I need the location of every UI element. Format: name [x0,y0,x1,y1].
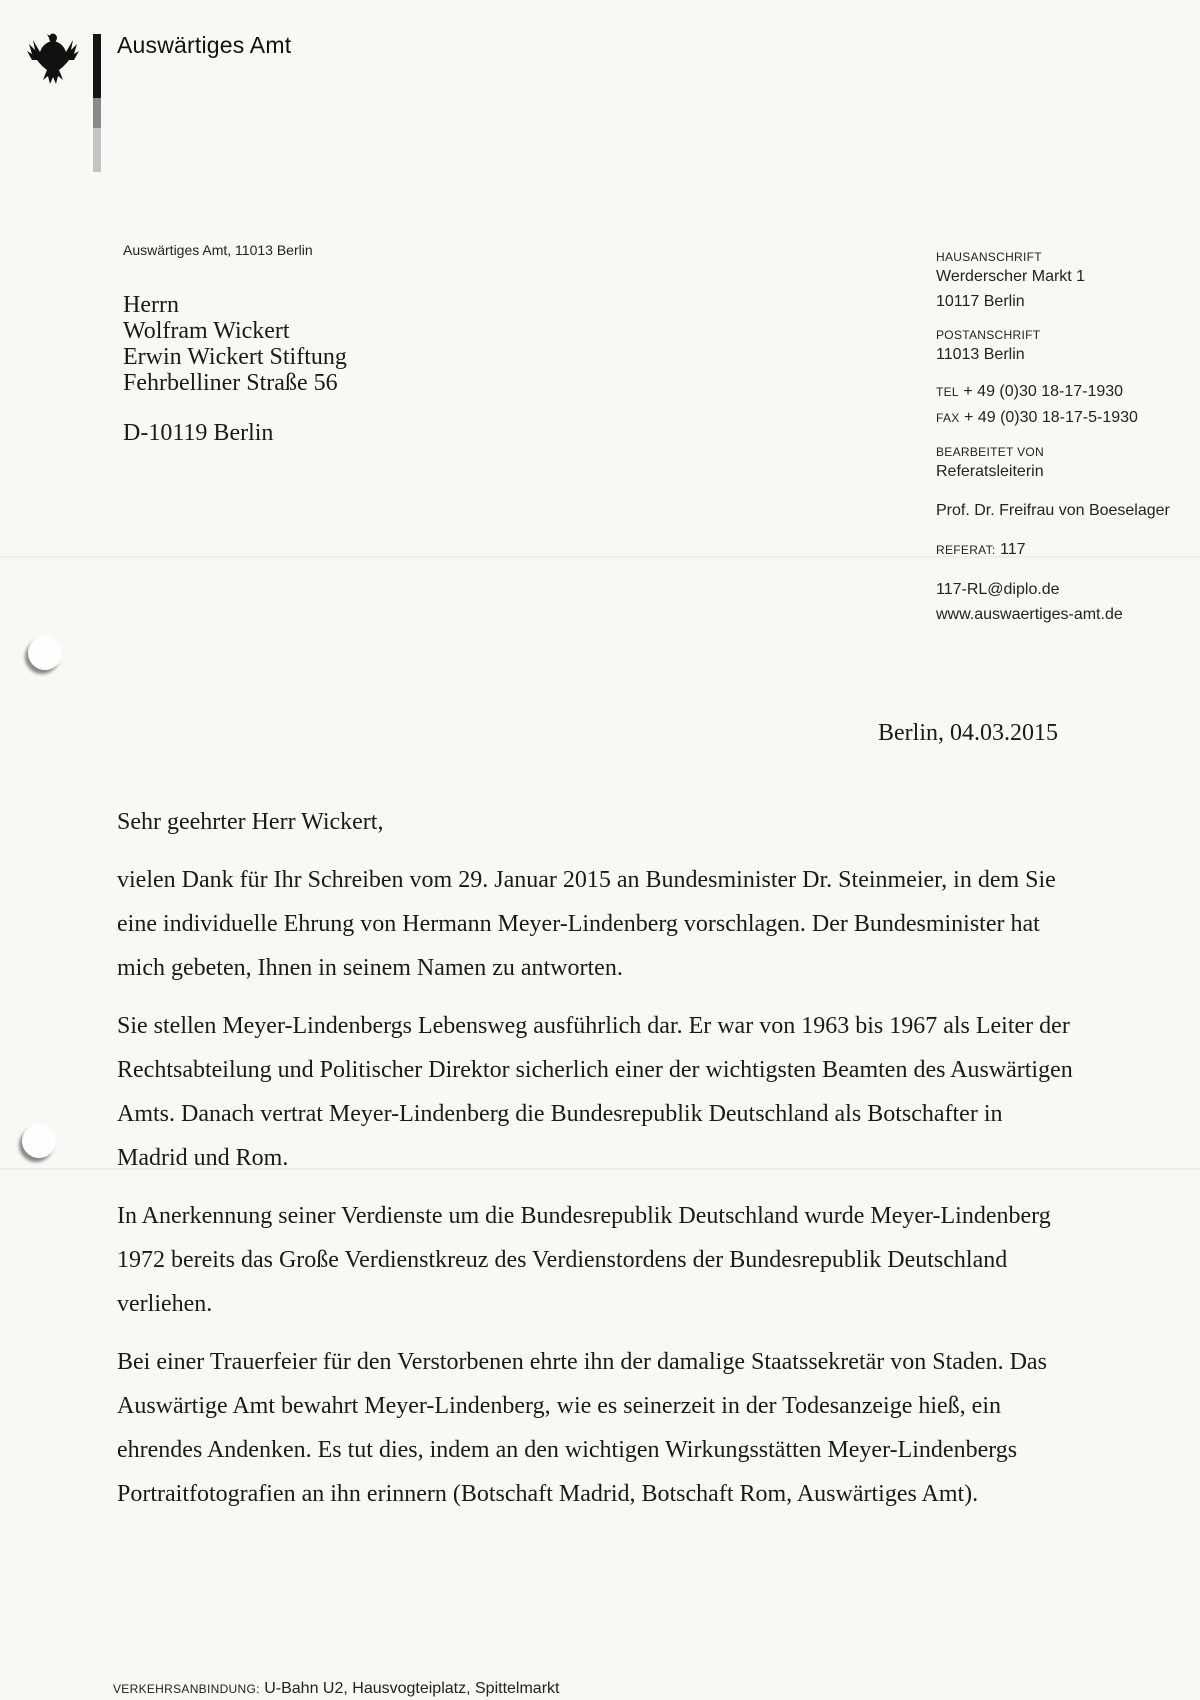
punch-hole [22,1124,56,1158]
website-link[interactable]: www.auswaertiges-amt.de [936,606,1123,623]
recipient-line: Wolfram Wickert [123,318,290,344]
recipient-city: D-10119 Berlin [123,420,274,446]
letterhead-bar-black [93,34,101,98]
recipient-line: Erwin Wickert Stiftung [123,344,347,370]
transport-label: VERKEHRSANBINDUNG: [113,1682,260,1696]
body-paragraph: Bei einer Trauerfeier für den Verstorbenen ehrte ihn der damalige Staatssekretär von Staden. Das Auswärtige Amt bewahrt Meyer-Lindenberg, wie es seinerzeit in der Todesanzeige hieß, ein ehrendes Andenken. Es tut dies, indem an den wichtigen Wirkungsstätten Meyer-Lindenbergs Portraitfotografien an ihn erinnern (Botschaft Madrid, Botschaft Rom, Auswärtiges Amt). [117,1349,1047,1507]
body-paragraph: Sie stellen Meyer-Lindenbergs Lebensweg ausführlich dar. Er war von 1963 bis 1967 als Leiter der Rechtsabteilung und Politischer Direktor sicherlich einer der wichtigsten Beamten des Auswärtigen Amts. Danach vertrat Meyer-Lindenberg die Bundesrepublik Deutschland als Botschafter in Madrid und Rom. [117,1013,1073,1171]
house-address-city: 10117 Berlin [936,293,1025,310]
sender-info [936,250,1186,627]
fax-number: + 49 (0)30 18-17-5-1930 [964,409,1138,426]
fax-label: FAX [936,411,960,425]
recipient-address [123,292,347,396]
recipient-line: Fehrbelliner Straße 56 [123,370,338,396]
salutation: Sehr geehrter Herr Wickert, [117,809,384,835]
handled-by-label: BEARBEITET VON [936,445,1045,459]
handled-by-role: Referatsleiterin [936,463,1044,480]
letterhead-bar-middle [93,98,101,128]
postal-address-city: 11013 Berlin [936,346,1025,363]
letterhead-bar-bottom [93,128,101,172]
federal-eagle-icon [26,30,80,86]
department-line [936,537,1186,563]
letter-date: Berlin, 04.03.2015 [878,720,1058,746]
telephone-number: + 49 (0)30 18-17-1930 [963,383,1124,400]
department-number: 117 [999,541,1026,558]
organization-name: Auswärtiges Amt [117,32,292,58]
footer-transport [113,1680,559,1698]
transport-text: U-Bahn U2, Hausvogteiplatz, Spittelmarkt [264,1680,560,1697]
body-paragraph: vielen Dank für Ihr Schreiben vom 29. Januar 2015 an Bundesminister Dr. Steinmeier, in dem Sie eine individuelle Ehrung von Hermann Meyer-Lindenberg vorschlagen. Der Bundesminister hat mich gebeten, Ihnen in seinem Namen zu antworten. [117,867,1056,981]
telephone-line [936,379,1186,405]
department-label: REFERAT: [936,543,996,557]
house-address-label: HAUSANSCHRIFT [936,250,1042,264]
house-address-street: Werderscher Markt 1 [936,268,1086,285]
postal-address-label: POSTANSCHRIFT [936,328,1041,342]
recipient-line: Herrn [123,292,179,318]
telephone-label: TEL [936,385,959,399]
email-address[interactable]: 117-RL@diplo.de [936,581,1060,598]
fax-line [936,405,1186,431]
punch-hole [28,636,62,670]
body-paragraph: In Anerkennung seiner Verdienste um die Bundesrepublik Deutschland wurde Meyer-Lindenberg 1972 bereits das Große Verdienstkreuz des Verdienstordens der Bundesrepublik Deutschland verliehen. [117,1203,1051,1317]
handled-by-name: Prof. Dr. Freifrau von Boeselager [936,502,1170,519]
letter-body [117,800,1077,1530]
return-address: Auswärtiges Amt, 11013 Berlin [123,242,313,258]
